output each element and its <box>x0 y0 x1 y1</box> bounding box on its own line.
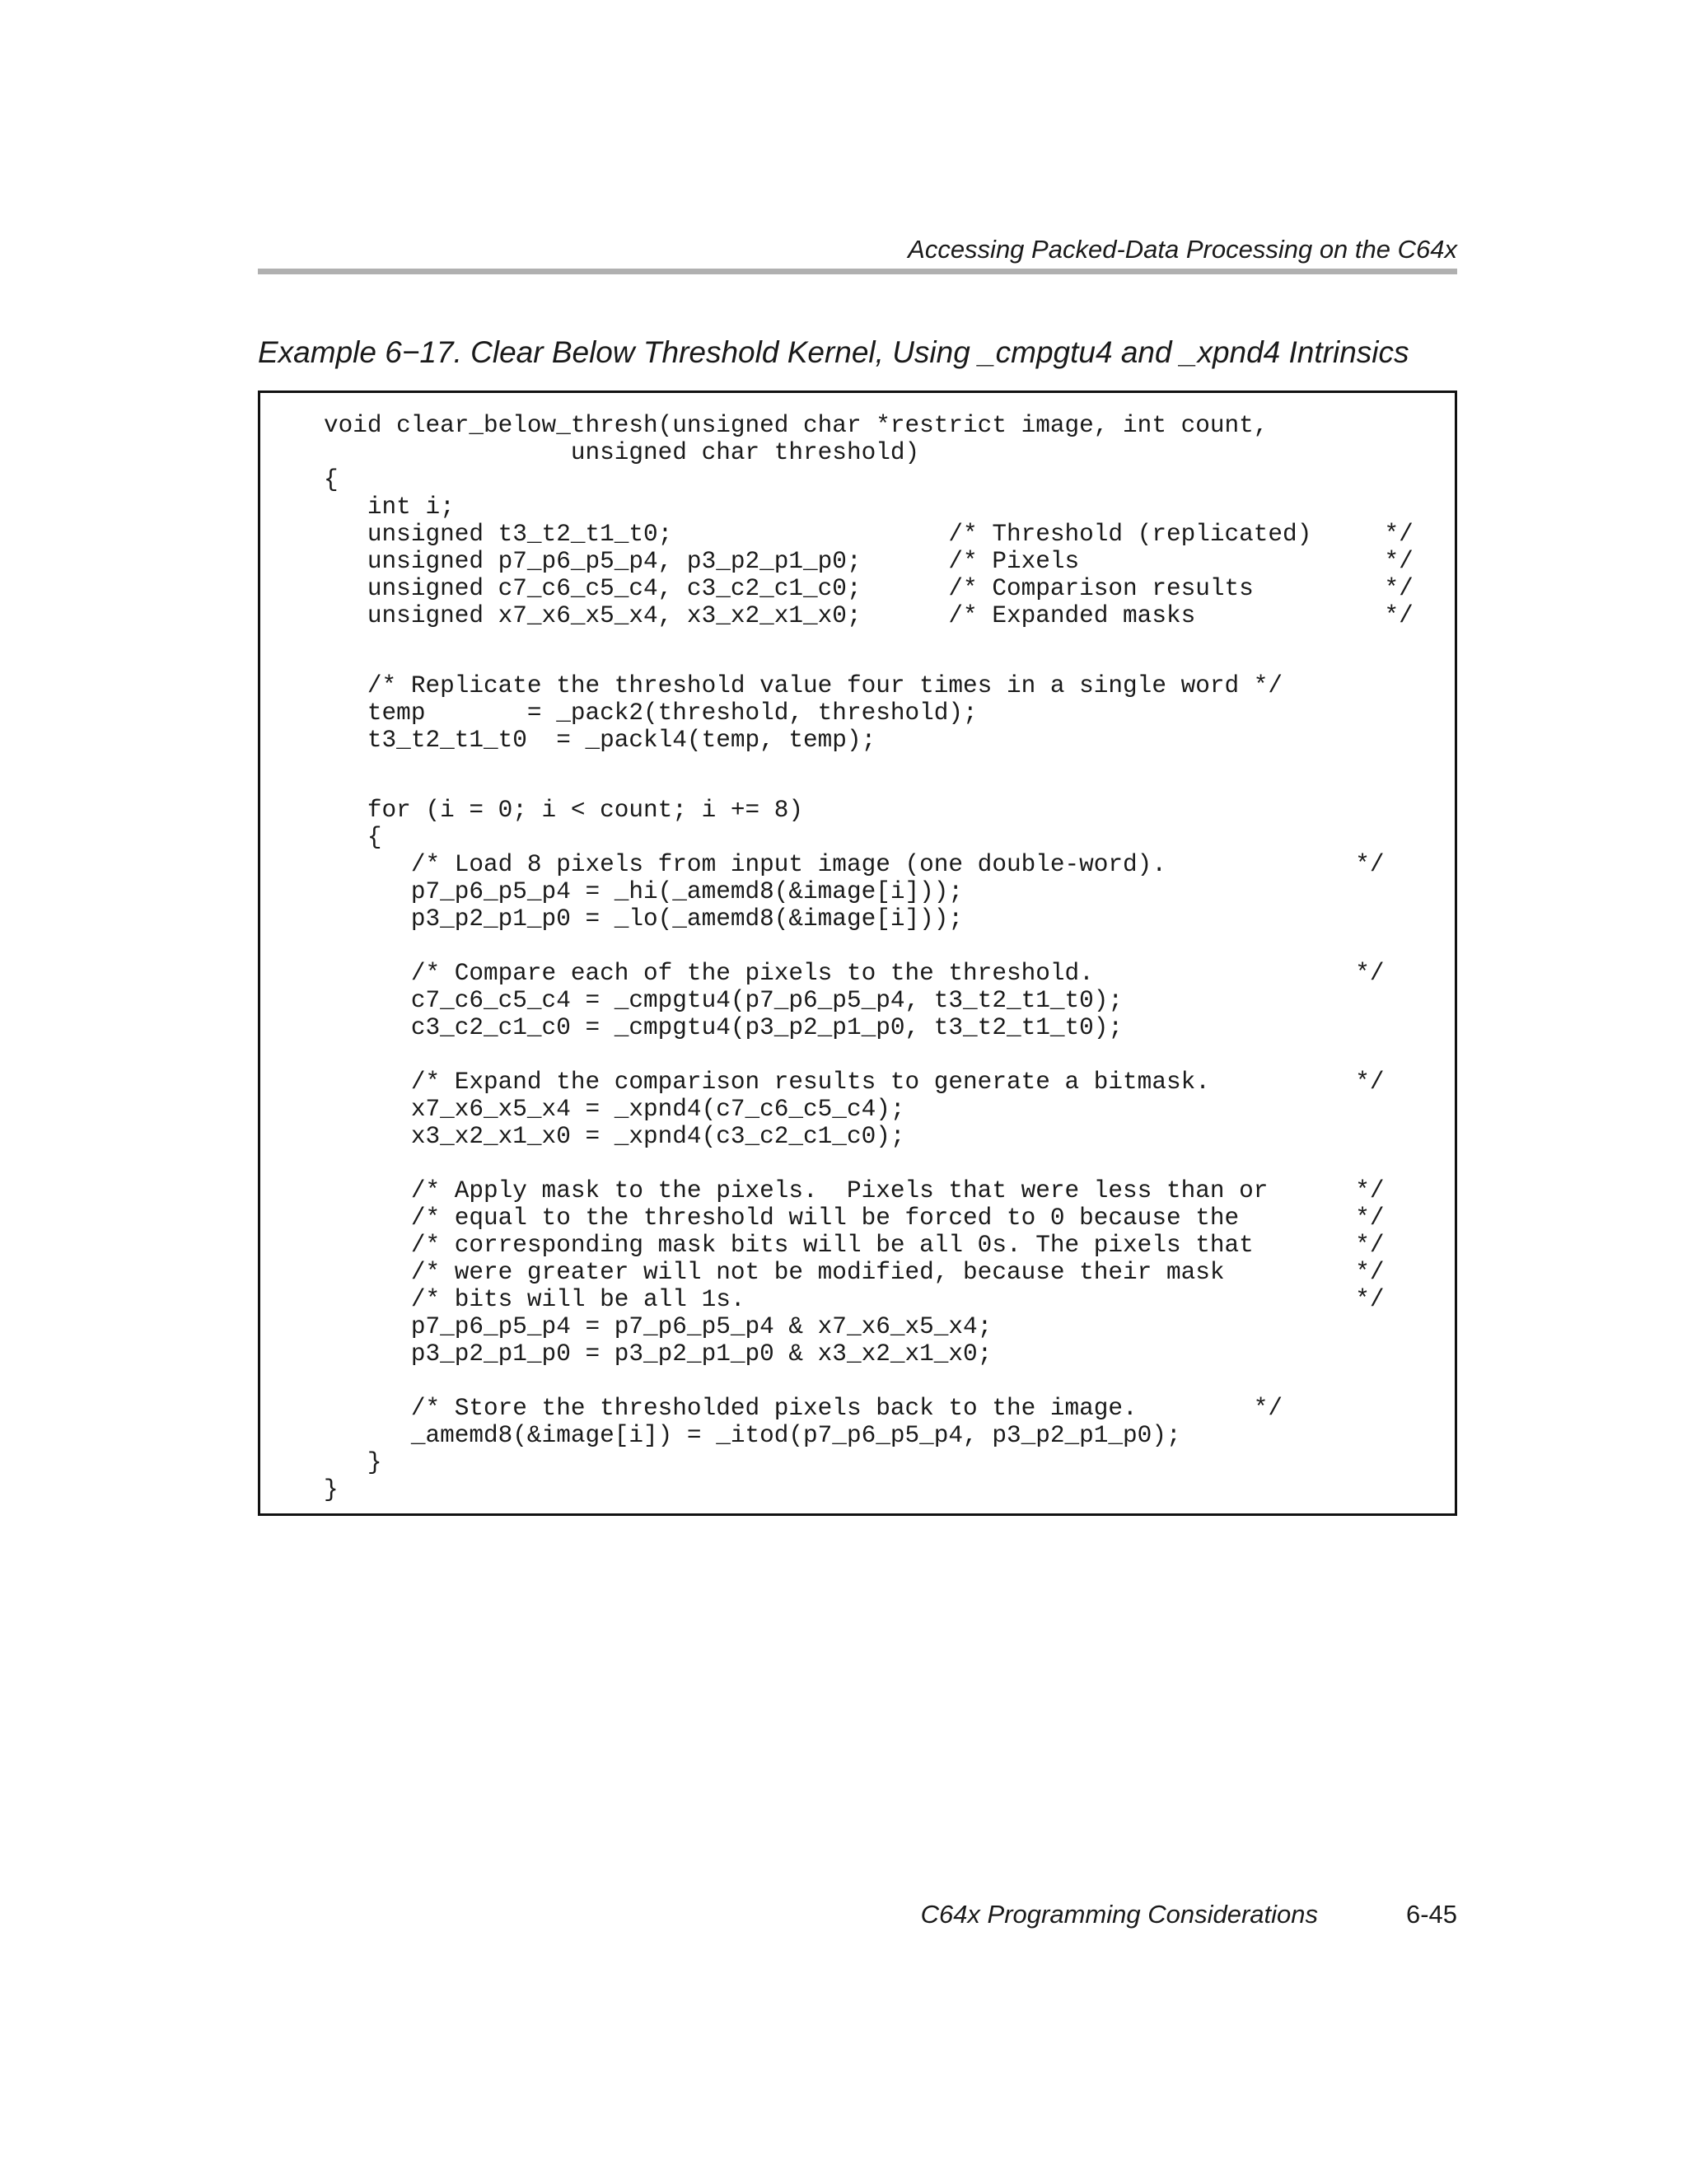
code-line: c3_c2_c1_c0 = _cmpgtu4(p3_p2_p1_p0, t3_t2_t1_t0); <box>324 1014 1124 1041</box>
code-line: /* corresponding mask bits will be all 0s. The pixels that */ <box>324 1232 1385 1259</box>
code-line: /* Replicate the threshold value four times in a single word */ <box>324 672 1283 699</box>
code-line: { <box>324 824 382 851</box>
code-line: x3_x2_x1_x0 = _xpnd4(c3_c2_c1_c0); <box>324 1123 905 1150</box>
code-line: /* Store the thresholded pixels back to the image. */ <box>324 1395 1283 1422</box>
code-line-blank <box>324 1368 1414 1395</box>
code-line: p3_p2_p1_p0 = _lo(_amemd8(&image[i])); <box>324 905 964 933</box>
code-line: { <box>324 466 339 493</box>
code-line: int i; <box>324 493 455 521</box>
code-listing-box <box>258 391 1457 1516</box>
code-line: for (i = 0; i < count; i += 8) <box>324 797 804 824</box>
code-line: unsigned c7_c6_c5_c4, c3_c2_c1_c0; /* Comparison results */ <box>324 575 1414 602</box>
footer-section-title: C64x Programming Considerations <box>920 1900 1318 1929</box>
code-line: temp = _pack2(threshold, threshold); <box>324 699 978 727</box>
code-line: unsigned char threshold) <box>324 439 920 466</box>
code-line: t3_t2_t1_t0 = _packl4(temp, temp); <box>324 727 876 754</box>
code-line: _amemd8(&image[i]) = _itod(p7_p6_p5_p4, p3_p2_p1_p0); <box>324 1422 1181 1449</box>
code-line: /* equal to the threshold will be forced to 0 because the */ <box>324 1204 1385 1232</box>
code-line-blank <box>324 1041 1414 1069</box>
running-header: Accessing Packed-Data Processing on the C64x <box>908 235 1457 264</box>
code-line-blank <box>324 754 1414 797</box>
footer-page-number: 6-45 <box>1405 1900 1457 1929</box>
code-line: p3_p2_p1_p0 = p3_p2_p1_p0 & x3_x2_x1_x0; <box>324 1340 993 1368</box>
code-line: /* Expand the comparison results to generate a bitmask. */ <box>324 1069 1385 1096</box>
code-line: /* were greater will not be modified, because their mask */ <box>324 1259 1385 1286</box>
code-line: void clear_below_thresh(unsigned char *restrict image, int count, <box>324 412 1269 439</box>
code-listing <box>324 412 1414 1504</box>
code-line: unsigned p7_p6_p5_p4, p3_p2_p1_p0; /* Pixels */ <box>324 548 1414 575</box>
code-line: /* Compare each of the pixels to the threshold. */ <box>324 960 1385 987</box>
code-line: /* Apply mask to the pixels. Pixels that were less than or */ <box>324 1177 1385 1204</box>
code-line: /* bits will be all 1s. */ <box>324 1286 1385 1313</box>
code-line: x7_x6_x5_x4 = _xpnd4(c7_c6_c5_c4); <box>324 1096 905 1123</box>
code-line: unsigned x7_x6_x5_x4, x3_x2_x1_x0; /* Expanded masks */ <box>324 602 1414 629</box>
code-line-blank <box>324 933 1414 960</box>
code-line: } <box>324 1476 339 1504</box>
code-line: } <box>324 1449 382 1476</box>
code-line: p7_p6_p5_p4 = _hi(_amemd8(&image[i])); <box>324 878 964 905</box>
header-rule <box>258 269 1457 274</box>
code-line: p7_p6_p5_p4 = p7_p6_p5_p4 & x7_x6_x5_x4; <box>324 1313 993 1340</box>
code-line-blank <box>324 1150 1414 1177</box>
code-line: c7_c6_c5_c4 = _cmpgtu4(p7_p6_p5_p4, t3_t2_t1_t0); <box>324 987 1124 1014</box>
code-line-blank <box>324 629 1414 672</box>
example-title: Example 6−17. Clear Below Threshold Kernel, Using _cmpgtu4 and _xpnd4 Intrinsics <box>258 335 1409 369</box>
code-line: unsigned t3_t2_t1_t0; /* Threshold (replicated) */ <box>324 521 1414 548</box>
code-line: /* Load 8 pixels from input image (one double-word). */ <box>324 851 1385 878</box>
